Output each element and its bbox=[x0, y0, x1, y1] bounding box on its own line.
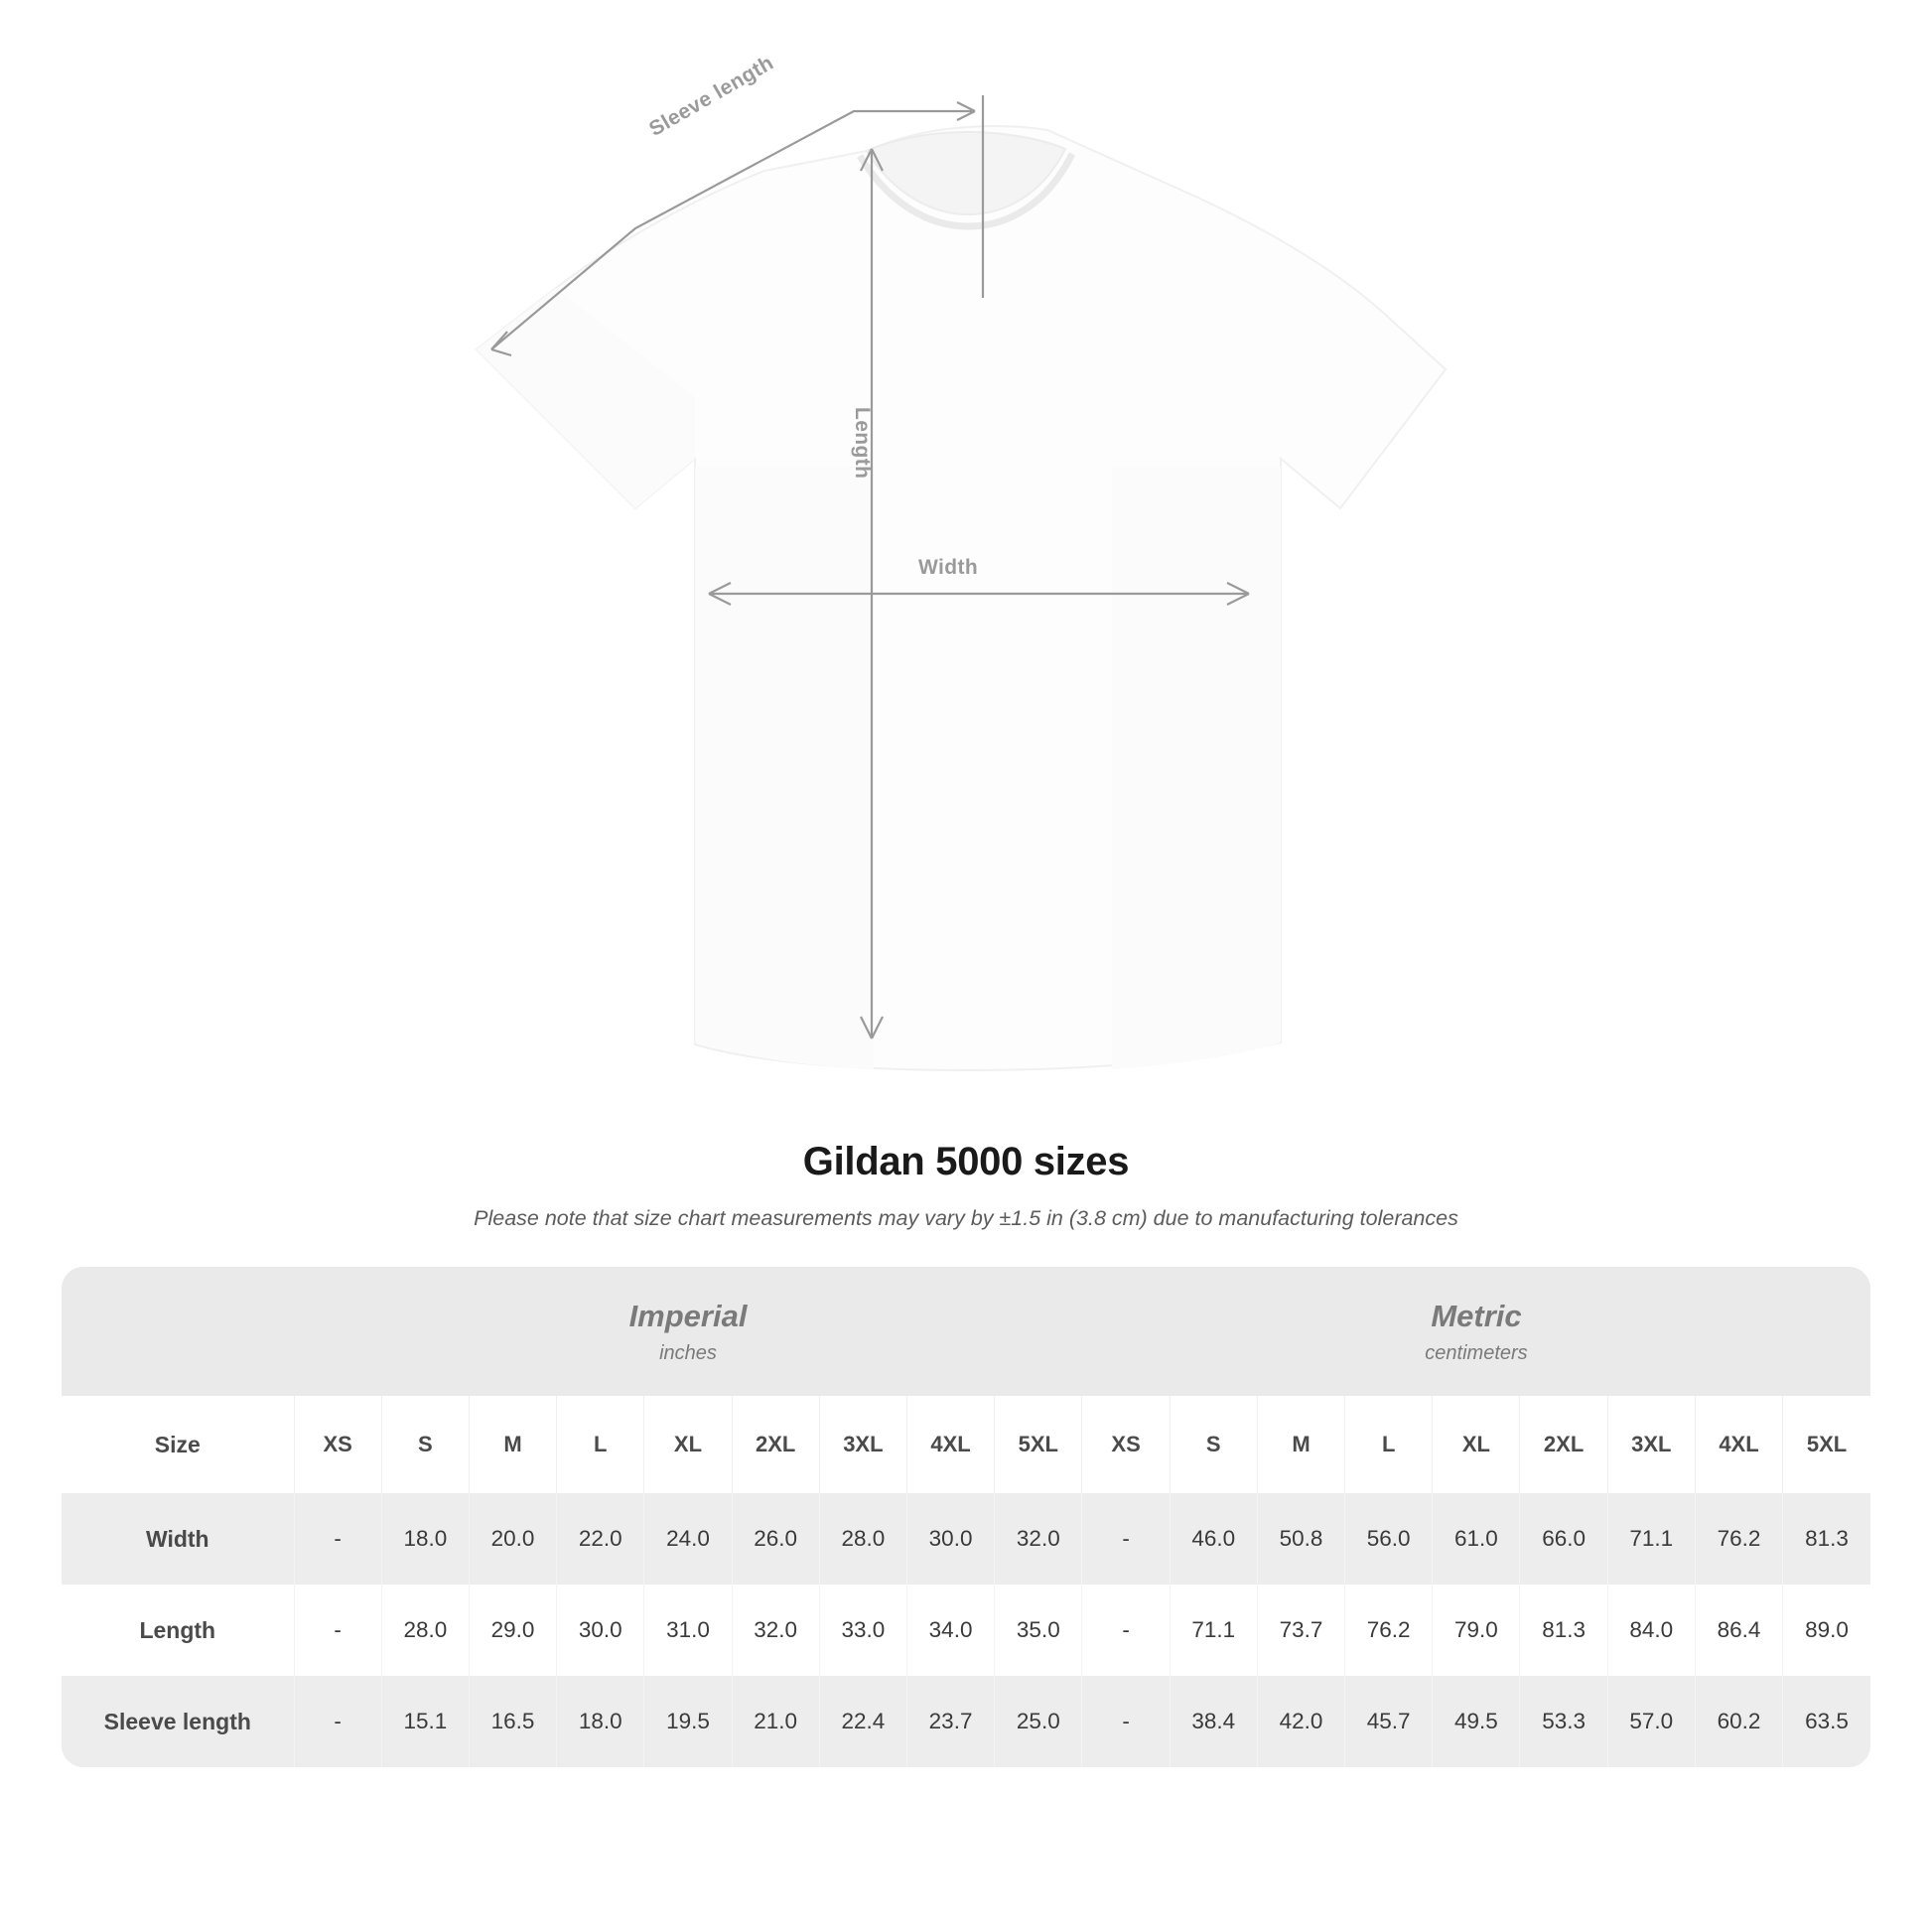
size-header-imperial-xs: XS bbox=[294, 1396, 381, 1493]
cell-length-imperial-4xl: 34.0 bbox=[906, 1585, 994, 1676]
size-header-metric-l: L bbox=[1345, 1396, 1433, 1493]
unit-group-metric-name: Metric bbox=[1431, 1299, 1522, 1334]
cell-length-imperial-m: 29.0 bbox=[469, 1585, 556, 1676]
cell-sleeve-metric-xl: 49.5 bbox=[1433, 1676, 1520, 1767]
unit-header-row bbox=[62, 1267, 1870, 1396]
cell-length-imperial-xl: 31.0 bbox=[644, 1585, 732, 1676]
unit-group-imperial bbox=[294, 1267, 1082, 1396]
size-header-metric-xl: XL bbox=[1433, 1396, 1520, 1493]
table-corner-cell bbox=[62, 1267, 294, 1396]
length-label: Length bbox=[851, 407, 874, 480]
cell-length-imperial-3xl: 33.0 bbox=[819, 1585, 906, 1676]
cell-length-metric-3xl: 84.0 bbox=[1607, 1585, 1695, 1676]
cell-width-metric-m: 50.8 bbox=[1257, 1493, 1344, 1585]
page-title: Gildan 5000 sizes bbox=[802, 1140, 1130, 1183]
cell-sleeve-imperial-5xl: 25.0 bbox=[995, 1676, 1082, 1767]
cell-width-imperial-s: 18.0 bbox=[381, 1493, 469, 1585]
size-header-label: Size bbox=[62, 1396, 294, 1493]
size-header-imperial-m: M bbox=[469, 1396, 556, 1493]
cell-sleeve-metric-3xl: 57.0 bbox=[1607, 1676, 1695, 1767]
table-row bbox=[62, 1676, 1870, 1767]
row-label-sleeve-length: Sleeve length bbox=[62, 1676, 294, 1767]
cell-sleeve-metric-5xl: 63.5 bbox=[1783, 1676, 1870, 1767]
cell-sleeve-imperial-4xl: 23.7 bbox=[906, 1676, 994, 1767]
cell-length-metric-5xl: 89.0 bbox=[1783, 1585, 1870, 1676]
cell-length-metric-2xl: 81.3 bbox=[1520, 1585, 1607, 1676]
cell-length-metric-xs: - bbox=[1082, 1585, 1170, 1676]
cell-width-metric-2xl: 66.0 bbox=[1520, 1493, 1607, 1585]
size-header-imperial-l: L bbox=[557, 1396, 644, 1493]
cell-sleeve-imperial-3xl: 22.4 bbox=[819, 1676, 906, 1767]
cell-sleeve-metric-s: 38.4 bbox=[1170, 1676, 1257, 1767]
row-label-width: Width bbox=[62, 1493, 294, 1585]
cell-width-metric-s: 46.0 bbox=[1170, 1493, 1257, 1585]
size-header-metric-m: M bbox=[1257, 1396, 1344, 1493]
cell-length-imperial-5xl: 35.0 bbox=[995, 1585, 1082, 1676]
cell-sleeve-metric-m: 42.0 bbox=[1257, 1676, 1344, 1767]
size-header-imperial-xl: XL bbox=[644, 1396, 732, 1493]
size-header-imperial-4xl: 4XL bbox=[906, 1396, 994, 1493]
cell-width-imperial-m: 20.0 bbox=[469, 1493, 556, 1585]
cell-length-imperial-xs: - bbox=[294, 1585, 381, 1676]
cell-width-imperial-2xl: 26.0 bbox=[732, 1493, 819, 1585]
cell-sleeve-imperial-l: 18.0 bbox=[557, 1676, 644, 1767]
cell-length-imperial-2xl: 32.0 bbox=[732, 1585, 819, 1676]
size-header-metric-5xl: 5XL bbox=[1783, 1396, 1870, 1493]
cell-sleeve-imperial-m: 16.5 bbox=[469, 1676, 556, 1767]
cell-sleeve-imperial-s: 15.1 bbox=[381, 1676, 469, 1767]
cell-width-metric-xs: - bbox=[1082, 1493, 1170, 1585]
cell-sleeve-metric-xs: - bbox=[1082, 1676, 1170, 1767]
title-block bbox=[0, 1140, 1932, 1231]
unit-group-imperial-sub: inches bbox=[659, 1341, 717, 1364]
cell-length-imperial-s: 28.0 bbox=[381, 1585, 469, 1676]
cell-width-imperial-4xl: 30.0 bbox=[906, 1493, 994, 1585]
size-header-row bbox=[62, 1396, 1870, 1493]
cell-length-imperial-l: 30.0 bbox=[557, 1585, 644, 1676]
size-header-metric-s: S bbox=[1170, 1396, 1257, 1493]
cell-width-metric-5xl: 81.3 bbox=[1783, 1493, 1870, 1585]
size-header-imperial-2xl: 2XL bbox=[732, 1396, 819, 1493]
cell-length-metric-4xl: 86.4 bbox=[1695, 1585, 1782, 1676]
size-header-metric-xs: XS bbox=[1082, 1396, 1170, 1493]
cell-width-metric-3xl: 71.1 bbox=[1607, 1493, 1695, 1585]
cell-width-imperial-xs: - bbox=[294, 1493, 381, 1585]
cell-width-imperial-5xl: 32.0 bbox=[995, 1493, 1082, 1585]
cell-width-imperial-l: 22.0 bbox=[557, 1493, 644, 1585]
size-header-imperial-3xl: 3XL bbox=[819, 1396, 906, 1493]
size-header-metric-4xl: 4XL bbox=[1695, 1396, 1782, 1493]
row-label-length: Length bbox=[62, 1585, 294, 1676]
cell-width-metric-l: 56.0 bbox=[1345, 1493, 1433, 1585]
size-header-imperial-s: S bbox=[381, 1396, 469, 1493]
size-table bbox=[62, 1267, 1870, 1767]
cell-length-metric-xl: 79.0 bbox=[1433, 1585, 1520, 1676]
cell-sleeve-imperial-xs: - bbox=[294, 1676, 381, 1767]
size-header-metric-3xl: 3XL bbox=[1607, 1396, 1695, 1493]
cell-sleeve-metric-4xl: 60.2 bbox=[1695, 1676, 1782, 1767]
cell-width-metric-4xl: 76.2 bbox=[1695, 1493, 1782, 1585]
size-header-metric-2xl: 2XL bbox=[1520, 1396, 1607, 1493]
tshirt-shape bbox=[477, 126, 1446, 1070]
unit-group-metric-sub: centimeters bbox=[1425, 1341, 1528, 1364]
sleeve-length-label: Sleeve length bbox=[645, 51, 778, 141]
cell-width-metric-xl: 61.0 bbox=[1433, 1493, 1520, 1585]
cell-length-metric-l: 76.2 bbox=[1345, 1585, 1433, 1676]
size-table-container bbox=[62, 1267, 1870, 1767]
table-row bbox=[62, 1585, 1870, 1676]
cell-width-imperial-3xl: 28.0 bbox=[819, 1493, 906, 1585]
cell-sleeve-metric-2xl: 53.3 bbox=[1520, 1676, 1607, 1767]
cell-length-metric-m: 73.7 bbox=[1257, 1585, 1344, 1676]
cell-sleeve-imperial-2xl: 21.0 bbox=[732, 1676, 819, 1767]
page-subtitle: Please note that size chart measurements may vary by ±1.5 in (3.8 cm) due to manufacturing tolerances bbox=[474, 1206, 1458, 1230]
unit-group-metric bbox=[1082, 1267, 1870, 1396]
table-row bbox=[62, 1493, 1870, 1585]
cell-length-metric-s: 71.1 bbox=[1170, 1585, 1257, 1676]
size-header-imperial-5xl: 5XL bbox=[995, 1396, 1082, 1493]
width-label: Width bbox=[918, 556, 979, 579]
cell-width-imperial-xl: 24.0 bbox=[644, 1493, 732, 1585]
unit-group-imperial-name: Imperial bbox=[628, 1299, 748, 1334]
cell-sleeve-metric-l: 45.7 bbox=[1345, 1676, 1433, 1767]
cell-sleeve-imperial-xl: 19.5 bbox=[644, 1676, 732, 1767]
